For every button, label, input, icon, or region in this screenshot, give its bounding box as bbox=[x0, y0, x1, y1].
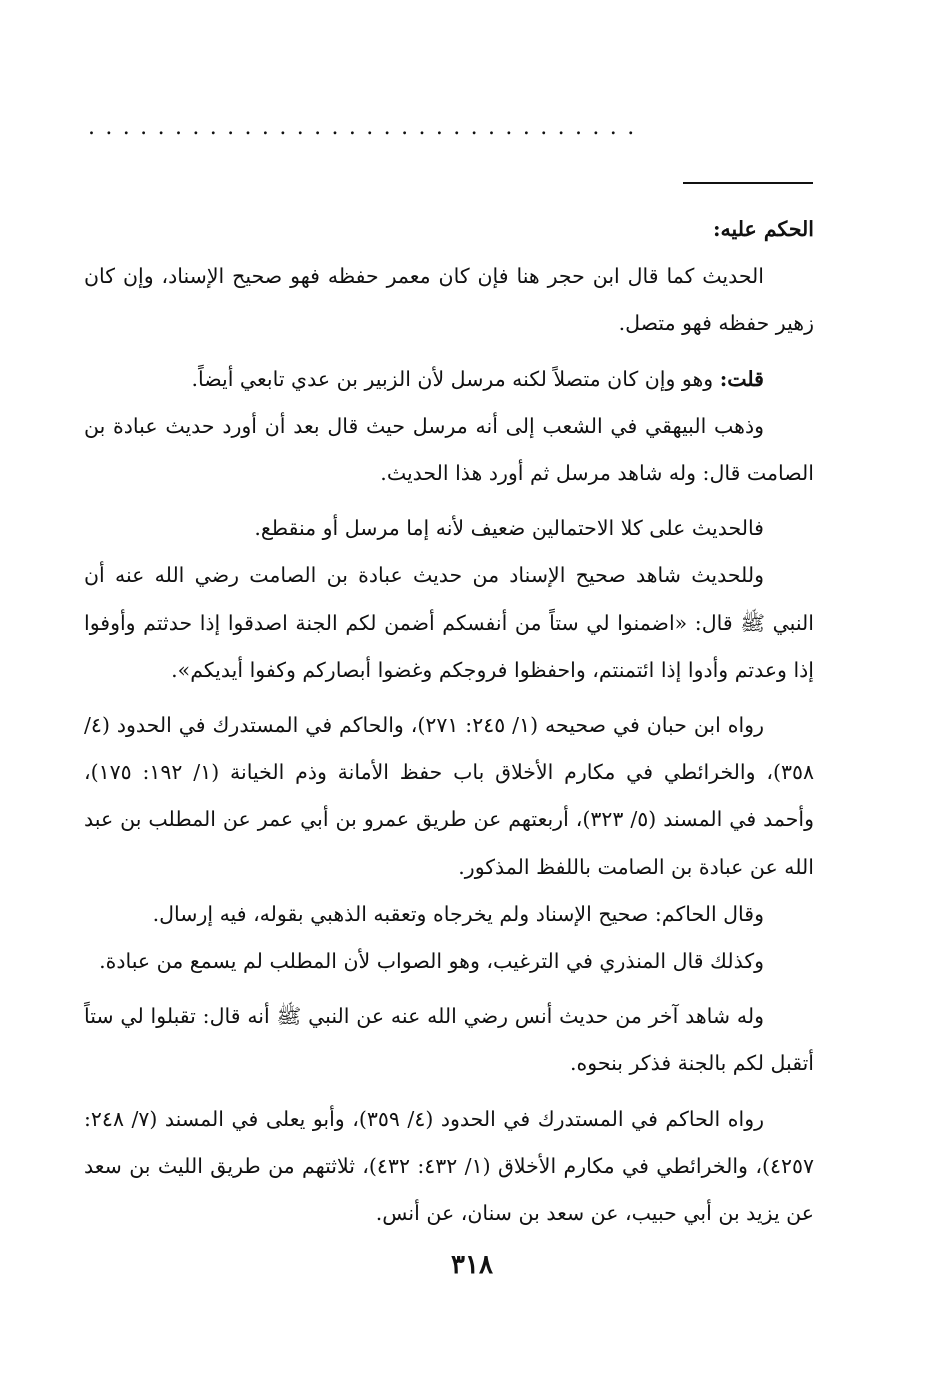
paragraph-text: رواه الحاكم في المستدرك في الحدود (٤/ ٣٥٩)، وأبو يعلى في المسند (٧/ ٢٤٨: ٤٢٥٧)، والخرائطي في مكارم الأخلاق (١/ ٤٣٢: ٤٣٢)، ثلاثتهم من طريق الليث بن سعد عن يزيد بن أبي حبيب، عن سعد بن سنان، عن أنس. bbox=[84, 1106, 814, 1226]
paragraph-text: فالحديث على كلا الاحتمالين ضعيف لأنه إما مرسل أو منقطع. bbox=[254, 516, 764, 541]
paragraph bbox=[84, 253, 814, 347]
section-heading: الحكم عليه: bbox=[712, 217, 814, 241]
paragraph-text: وله شاهد آخر من حديث أنس رضي الله عنه عن النبي ﷺ أنه قال: تقبلوا لي ستاً أتقبل لكم بالجنة فذكر بنحوه. bbox=[84, 1004, 814, 1076]
paragraph bbox=[84, 702, 814, 891]
paragraph bbox=[84, 891, 814, 938]
paragraph-text: الحديث كما قال ابن حجر هنا فإن كان معمر حفظه فهو صحيح الإسناد، وإن كان زهير حفظه فهو متصل. bbox=[84, 264, 814, 336]
paragraph bbox=[84, 505, 814, 552]
paragraph-text: وكذلك قال المنذري في الترغيب، وهو الصواب لأن المطلب لم يسمع من عبادة. bbox=[99, 949, 764, 974]
paragraph-text: رواه ابن حبان في صحيحه (١/ ٢٤٥: ٢٧١)، والحاكم في المستدرك في الحدود (٤/ ٣٥٨)، والخرائطي في مكارم الأخلاق باب حفظ الأمانة وذم الخيانة (١/ ١٩٢: ١٧٥)، وأحمد في المسند (٥/ ٣٢٣)، أربعتهم عن طريق عمرو بن أبي عمر عن المطلب بن عبد الله عن عبادة بن الصامت باللفظ المذكور. bbox=[84, 713, 814, 879]
paragraph-text: وهو وإن كان متصلاً لكنه مرسل لأن الزبير بن عدي تابعي أيضاً. bbox=[191, 366, 720, 391]
footnote-continuation-dots: ................................ bbox=[88, 118, 645, 138]
paragraph bbox=[84, 993, 814, 1087]
paragraph bbox=[84, 938, 814, 985]
paragraph-text: وذهب البيهقي في الشعب إلى أنه مرسل حيث قال بعد أن أورد حديث عبادة بن الصامت قال: وله شاهد مرسل ثم أورد هذا الحديث. bbox=[84, 413, 814, 486]
page-body bbox=[84, 206, 814, 1237]
paragraph-text: وللحديث شاهد صحيح الإسناد من حديث عبادة بن الصامت رضي الله عنه أن النبي ﷺ قال: «اضمنوا لي ستاً من أنفسكم أضمن لكم الجنة اصدقوا إذا حدثتم وأوفوا إذا وعدتم وأدوا إذا ائتمنتم، واحفظوا فروجكم وغضوا أبصاركم وكفوا أيديكم». bbox=[84, 563, 814, 682]
page-number: ٣١٨ bbox=[451, 1250, 493, 1280]
paragraph-lead: قلت: bbox=[719, 366, 764, 391]
paragraph bbox=[84, 552, 814, 694]
paragraph bbox=[84, 1096, 814, 1238]
section-separator-rule bbox=[683, 182, 813, 184]
paragraph bbox=[84, 403, 814, 497]
paragraph-text: وقال الحاكم: صحيح الإسناد ولم يخرجاه وتعقبه الذهبي بقوله، فيه إرسال. bbox=[152, 901, 764, 926]
paragraph bbox=[84, 356, 814, 403]
